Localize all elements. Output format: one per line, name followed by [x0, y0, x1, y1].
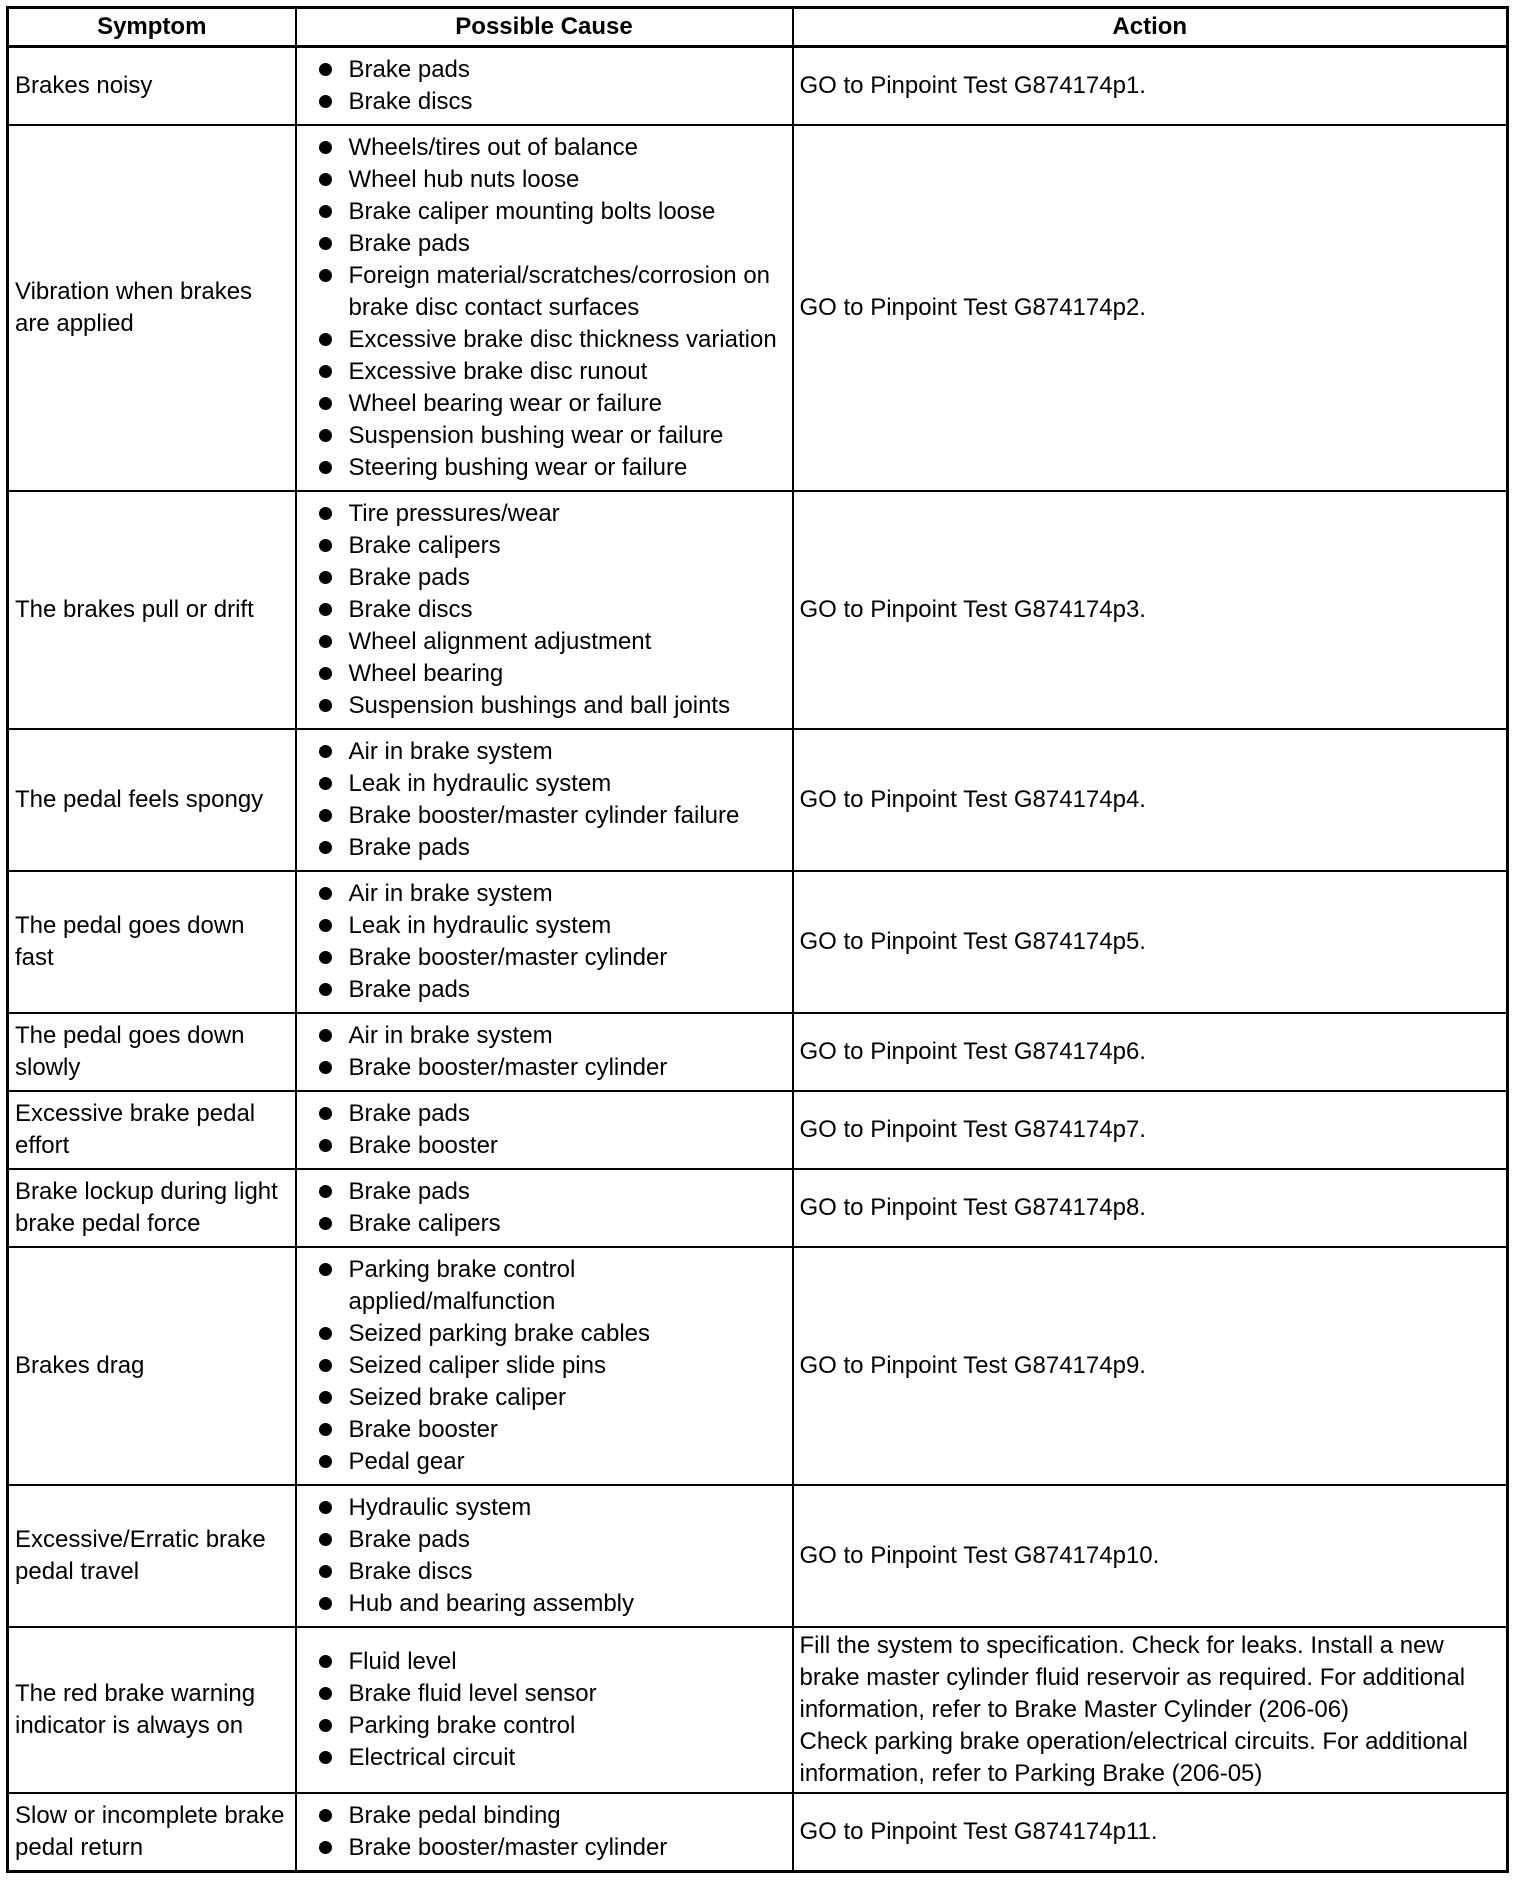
action-cell [793, 1013, 1508, 1091]
symptom-cell: The pedal feels spongy [8, 729, 296, 871]
action-text: Fill the system to specification. Check for leaks. Install a new brake master cylinder fluid reservoir as required. For additional information, refer to Brake Master Cylinder (206-06) [799, 1632, 1466, 1723]
possible-cause-cell [296, 1091, 793, 1169]
table-row [8, 125, 1508, 491]
cause-list-item: Brake pads [319, 832, 786, 864]
table-row [8, 491, 1508, 729]
header-symptom: Symptom [8, 8, 296, 47]
symptom-chart-table [6, 6, 1509, 1873]
cause-list-item: Pedal gear [319, 1446, 786, 1478]
cause-list [319, 1254, 786, 1478]
symptom-cell: Vibration when brakes are applied [8, 125, 296, 491]
possible-cause-cell [296, 871, 793, 1013]
action-text: Check parking brake operation/electrical circuits. For additional information, refer to Parking Brake (206-05) [799, 1728, 1468, 1787]
possible-cause-cell [296, 1627, 793, 1793]
symptom-cell: Slow or incomplete brake pedal return [8, 1793, 296, 1872]
action-cell [793, 1091, 1508, 1169]
cause-list-item: Seized parking brake cables [319, 1318, 786, 1350]
cause-list-item: Brake booster/master cylinder [319, 1052, 786, 1084]
possible-cause-cell [296, 1247, 793, 1485]
table-row [8, 1013, 1508, 1091]
action-text: GO to Pinpoint Test G874174p2. [799, 294, 1146, 321]
action-text: GO to Pinpoint Test G874174p11. [799, 1818, 1158, 1845]
cause-list-item: Electrical circuit [319, 1742, 786, 1774]
cause-list-item: Parking brake control [319, 1710, 786, 1742]
cause-list-item: Brake pads [319, 1098, 786, 1130]
cause-list-item: Excessive brake disc runout [319, 356, 786, 388]
cause-list-item: Air in brake system [319, 736, 786, 768]
cause-list [319, 1020, 786, 1084]
cause-list-item: Wheels/tires out of balance [319, 132, 786, 164]
cause-list [319, 132, 786, 484]
action-text: GO to Pinpoint Test G874174p5. [799, 928, 1146, 955]
cause-list-item: Hydraulic system [319, 1492, 786, 1524]
cause-list-item: Wheel bearing wear or failure [319, 388, 786, 420]
header-action: Action [793, 8, 1508, 47]
possible-cause-cell [296, 1793, 793, 1872]
cause-list-item: Seized brake caliper [319, 1382, 786, 1414]
cause-list-item: Air in brake system [319, 878, 786, 910]
header-possible-cause: Possible Cause [296, 8, 793, 47]
cause-list-item: Foreign material/scratches/corrosion on brake disc contact surfaces [319, 260, 786, 324]
cause-list-item: Hub and bearing assembly [319, 1588, 786, 1620]
possible-cause-cell [296, 1013, 793, 1091]
symptom-cell: The brakes pull or drift [8, 491, 296, 729]
cause-list-item: Wheel bearing [319, 658, 786, 690]
cause-list [319, 1492, 786, 1620]
cause-list-item: Air in brake system [319, 1020, 786, 1052]
cause-list-item: Wheel alignment adjustment [319, 626, 786, 658]
cause-list [319, 1800, 786, 1864]
symptom-cell: Excessive/Erratic brake pedal travel [8, 1485, 296, 1627]
symptom-cell: The pedal goes down slowly [8, 1013, 296, 1091]
cause-list-item: Leak in hydraulic system [319, 768, 786, 800]
action-text: GO to Pinpoint Test G874174p8. [799, 1194, 1146, 1221]
possible-cause-cell [296, 47, 793, 126]
action-cell [793, 1247, 1508, 1485]
cause-list-item: Brake booster/master cylinder failure [319, 800, 786, 832]
cause-list [319, 1176, 786, 1240]
action-cell [793, 1485, 1508, 1627]
action-cell [793, 1627, 1508, 1793]
cause-list [319, 736, 786, 864]
action-text: GO to Pinpoint Test G874174p1. [799, 72, 1146, 99]
cause-list-item: Brake booster [319, 1130, 786, 1162]
cause-list [319, 498, 786, 722]
symptom-cell: The pedal goes down fast [8, 871, 296, 1013]
cause-list-item: Brake booster [319, 1414, 786, 1446]
action-text: GO to Pinpoint Test G874174p4. [799, 786, 1146, 813]
possible-cause-cell [296, 491, 793, 729]
cause-list-item: Brake discs [319, 86, 786, 118]
table-row [8, 1247, 1508, 1485]
table-row [8, 1169, 1508, 1247]
cause-list-item: Parking brake control applied/malfunction [319, 1254, 786, 1318]
cause-list-item: Suspension bushing wear or failure [319, 420, 786, 452]
action-text: GO to Pinpoint Test G874174p7. [799, 1116, 1146, 1143]
cause-list-item: Brake booster/master cylinder [319, 1832, 786, 1864]
symptom-cell: Excessive brake pedal effort [8, 1091, 296, 1169]
action-cell [793, 1169, 1508, 1247]
table-row [8, 47, 1508, 126]
cause-list [319, 1098, 786, 1162]
table-row [8, 1793, 1508, 1872]
cause-list-item: Brake pads [319, 1524, 786, 1556]
table-row [8, 729, 1508, 871]
action-text: GO to Pinpoint Test G874174p6. [799, 1038, 1146, 1065]
possible-cause-cell [296, 1169, 793, 1247]
cause-list-item: Brake calipers [319, 530, 786, 562]
cause-list-item: Brake pads [319, 54, 786, 86]
cause-list-item: Wheel hub nuts loose [319, 164, 786, 196]
cause-list-item: Brake pads [319, 562, 786, 594]
table-row [8, 1485, 1508, 1627]
cause-list-item: Tire pressures/wear [319, 498, 786, 530]
cause-list [319, 878, 786, 1006]
action-cell [793, 871, 1508, 1013]
cause-list-item: Brake pads [319, 1176, 786, 1208]
possible-cause-cell [296, 125, 793, 491]
cause-list-item: Excessive brake disc thickness variation [319, 324, 786, 356]
cause-list-item: Suspension bushings and ball joints [319, 690, 786, 722]
cause-list-item: Brake pedal binding [319, 1800, 786, 1832]
cause-list-item: Brake calipers [319, 1208, 786, 1240]
action-text: GO to Pinpoint Test G874174p9. [799, 1352, 1146, 1379]
symptom-cell: Brakes noisy [8, 47, 296, 126]
cause-list-item: Brake caliper mounting bolts loose [319, 196, 786, 228]
symptom-cell: The red brake warning indicator is always on [8, 1627, 296, 1793]
cause-list [319, 54, 786, 118]
cause-list-item: Brake pads [319, 974, 786, 1006]
table-row [8, 1091, 1508, 1169]
action-cell [793, 1793, 1508, 1872]
table-row [8, 1627, 1508, 1793]
cause-list-item: Brake fluid level sensor [319, 1678, 786, 1710]
cause-list-item: Steering bushing wear or failure [319, 452, 786, 484]
action-text: GO to Pinpoint Test G874174p10. [799, 1542, 1160, 1569]
cause-list-item: Brake pads [319, 228, 786, 260]
action-text: GO to Pinpoint Test G874174p3. [799, 596, 1146, 623]
table-header-row [8, 8, 1508, 47]
cause-list [319, 1646, 786, 1774]
table-row [8, 871, 1508, 1013]
cause-list-item: Brake booster/master cylinder [319, 942, 786, 974]
cause-list-item: Brake discs [319, 594, 786, 626]
action-cell [793, 125, 1508, 491]
cause-list-item: Leak in hydraulic system [319, 910, 786, 942]
table-body [8, 47, 1508, 1872]
symptom-cell: Brakes drag [8, 1247, 296, 1485]
cause-list-item: Brake discs [319, 1556, 786, 1588]
action-cell [793, 729, 1508, 871]
cause-list-item: Seized caliper slide pins [319, 1350, 786, 1382]
cause-list-item: Fluid level [319, 1646, 786, 1678]
action-cell [793, 47, 1508, 126]
possible-cause-cell [296, 1485, 793, 1627]
possible-cause-cell [296, 729, 793, 871]
symptom-cell: Brake lockup during light brake pedal force [8, 1169, 296, 1247]
action-cell [793, 491, 1508, 729]
